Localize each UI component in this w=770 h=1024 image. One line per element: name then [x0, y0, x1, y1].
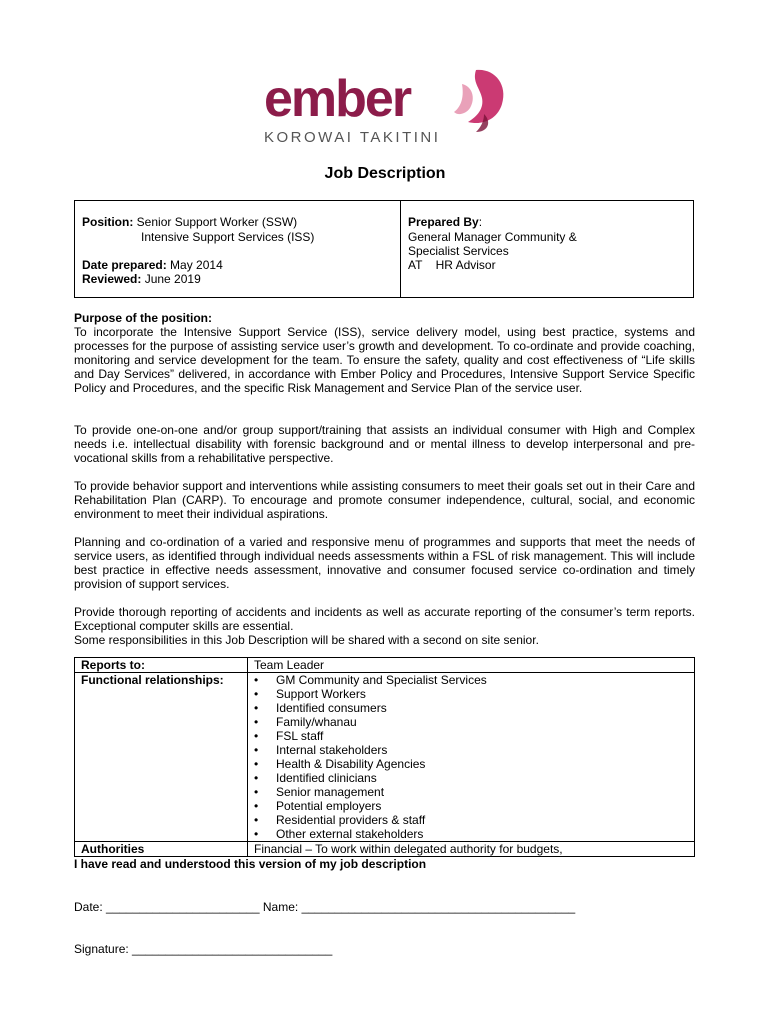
header-info-box [74, 200, 694, 298]
list-item: • Residential providers & staff [254, 813, 426, 827]
table-row [75, 658, 695, 673]
swirl-mark-icon [468, 70, 503, 123]
position-label: Position: [82, 215, 134, 229]
prepared-by-colon: : [478, 215, 483, 229]
prepared-by-2: Specialist Services [408, 244, 509, 258]
list-item: • GM Community and Specialist Services [254, 673, 487, 687]
reviewed-line [82, 272, 201, 286]
date-field[interactable]: _______________________ [106, 900, 260, 914]
list-item: • Senior management [254, 785, 385, 799]
purpose-paragraph-5a: Provide thorough reporting of accidents and incidents as well as accurate reporting of the consumer’s term reports. Exceptional computer skills are essential. [74, 605, 695, 633]
purpose-heading: Purpose of the position: [74, 311, 212, 325]
name-label: Name: [262, 900, 299, 914]
position-value-1: Senior Support Worker (SSW) [136, 215, 298, 229]
ember-logo [262, 64, 512, 146]
date-name-line [74, 900, 575, 914]
prepared-by-line [408, 215, 482, 229]
list-item: • Health & Disability Agencies [254, 757, 426, 771]
date-prepared-value: May 2014 [170, 258, 223, 272]
relationships-table [74, 657, 695, 857]
signature-line [74, 942, 332, 956]
purpose-section [74, 311, 695, 395]
authorities-label: Authorities [75, 842, 248, 857]
reports-to-value: Team Leader [248, 658, 695, 673]
date-prepared-label: Date prepared: [82, 258, 167, 272]
reports-to-label: Reports to: [75, 658, 248, 673]
prepared-by-3: AT HR Advisor [408, 258, 496, 272]
purpose-paragraph-5b: Some responsibilities in this Job Description will be shared with a second on site senior. [74, 633, 539, 647]
purpose-paragraph-3: To provide behavior support and interventions while assisting consumers to meet their goals set out in their Care and Rehabilitation Plan (CARP). To encourage and promote consumer independence, cultural, social, and economic environment to meet their individual aspirations. [74, 479, 695, 521]
relationships-list [254, 673, 688, 841]
list-item: • Support Workers [254, 687, 366, 701]
signature-label: Signature: [74, 942, 129, 956]
list-item: • Identified clinicians [254, 771, 377, 785]
table-row [75, 842, 695, 857]
list-item: • Other external stakeholders [254, 827, 424, 841]
position-value-2: Intensive Support Services (ISS) [141, 230, 315, 244]
purpose-paragraph-2: To provide one-on-one and/or group support/training that assists an individual consumer with High and Complex needs i.e. intellectual disability with forensic background and or mental illness to develop interpersonal and pre-vocational skills from a rehabilitative perspective. [74, 423, 695, 465]
signature-field[interactable]: ______________________________ [132, 942, 333, 956]
list-item: • FSL staff [254, 729, 324, 743]
date-prepared-line [82, 258, 223, 272]
authorities-value: Financial – To work within delegated authority for budgets, [248, 842, 695, 857]
document-title: Job Description [324, 165, 446, 182]
name-field[interactable]: _________________________________________ [301, 900, 576, 914]
list-item: • Internal stakeholders [254, 743, 388, 757]
list-item: • Potential employers [254, 799, 382, 813]
table-row [75, 673, 695, 842]
reviewed-value: June 2019 [144, 272, 201, 286]
acknowledgement-statement: I have read and understood this version of my job description [74, 857, 427, 871]
logo-subtitle: KOROWAI TAKITINI [264, 129, 441, 146]
prepared-by-label: Prepared By [408, 215, 479, 229]
position-line [82, 215, 297, 229]
date-label: Date: [74, 900, 103, 914]
position-column [75, 201, 401, 297]
purpose-paragraph-4: Planning and co-ordination of a varied and responsive menu of programmes and supports that meet the needs of service users, as identified through individual needs assessments within a FSL of risk management. This will include best practice in effective needs assessment, innovative and consumer focused service co-ordination and timely provision of support services. [74, 535, 695, 591]
functional-relationships-label: Functional relationships: [75, 673, 248, 842]
list-item: • Identified consumers [254, 701, 387, 715]
list-item: • Family/whanau [254, 715, 357, 729]
prepared-by-column [401, 201, 693, 297]
prepared-by-1: General Manager Community & [408, 230, 577, 244]
logo-wordmark: ember [264, 70, 411, 128]
reviewed-label: Reviewed: [82, 272, 142, 286]
purpose-paragraph-1: To incorporate the Intensive Support Service (ISS), service delivery model, using best practice, systems and processes for the purpose of assisting service user’s growth and development. To co-ordinate and provide coaching, monitoring and service development for the team. To ensure the safety, quality and cost effectiveness of “Life skills and Day Services” delivered, in accordance with Ember Policy and Procedures, Intensive Support Service Specific Policy and Procedures, and the specific Risk Management and Service Plan of the service user. [74, 325, 695, 395]
